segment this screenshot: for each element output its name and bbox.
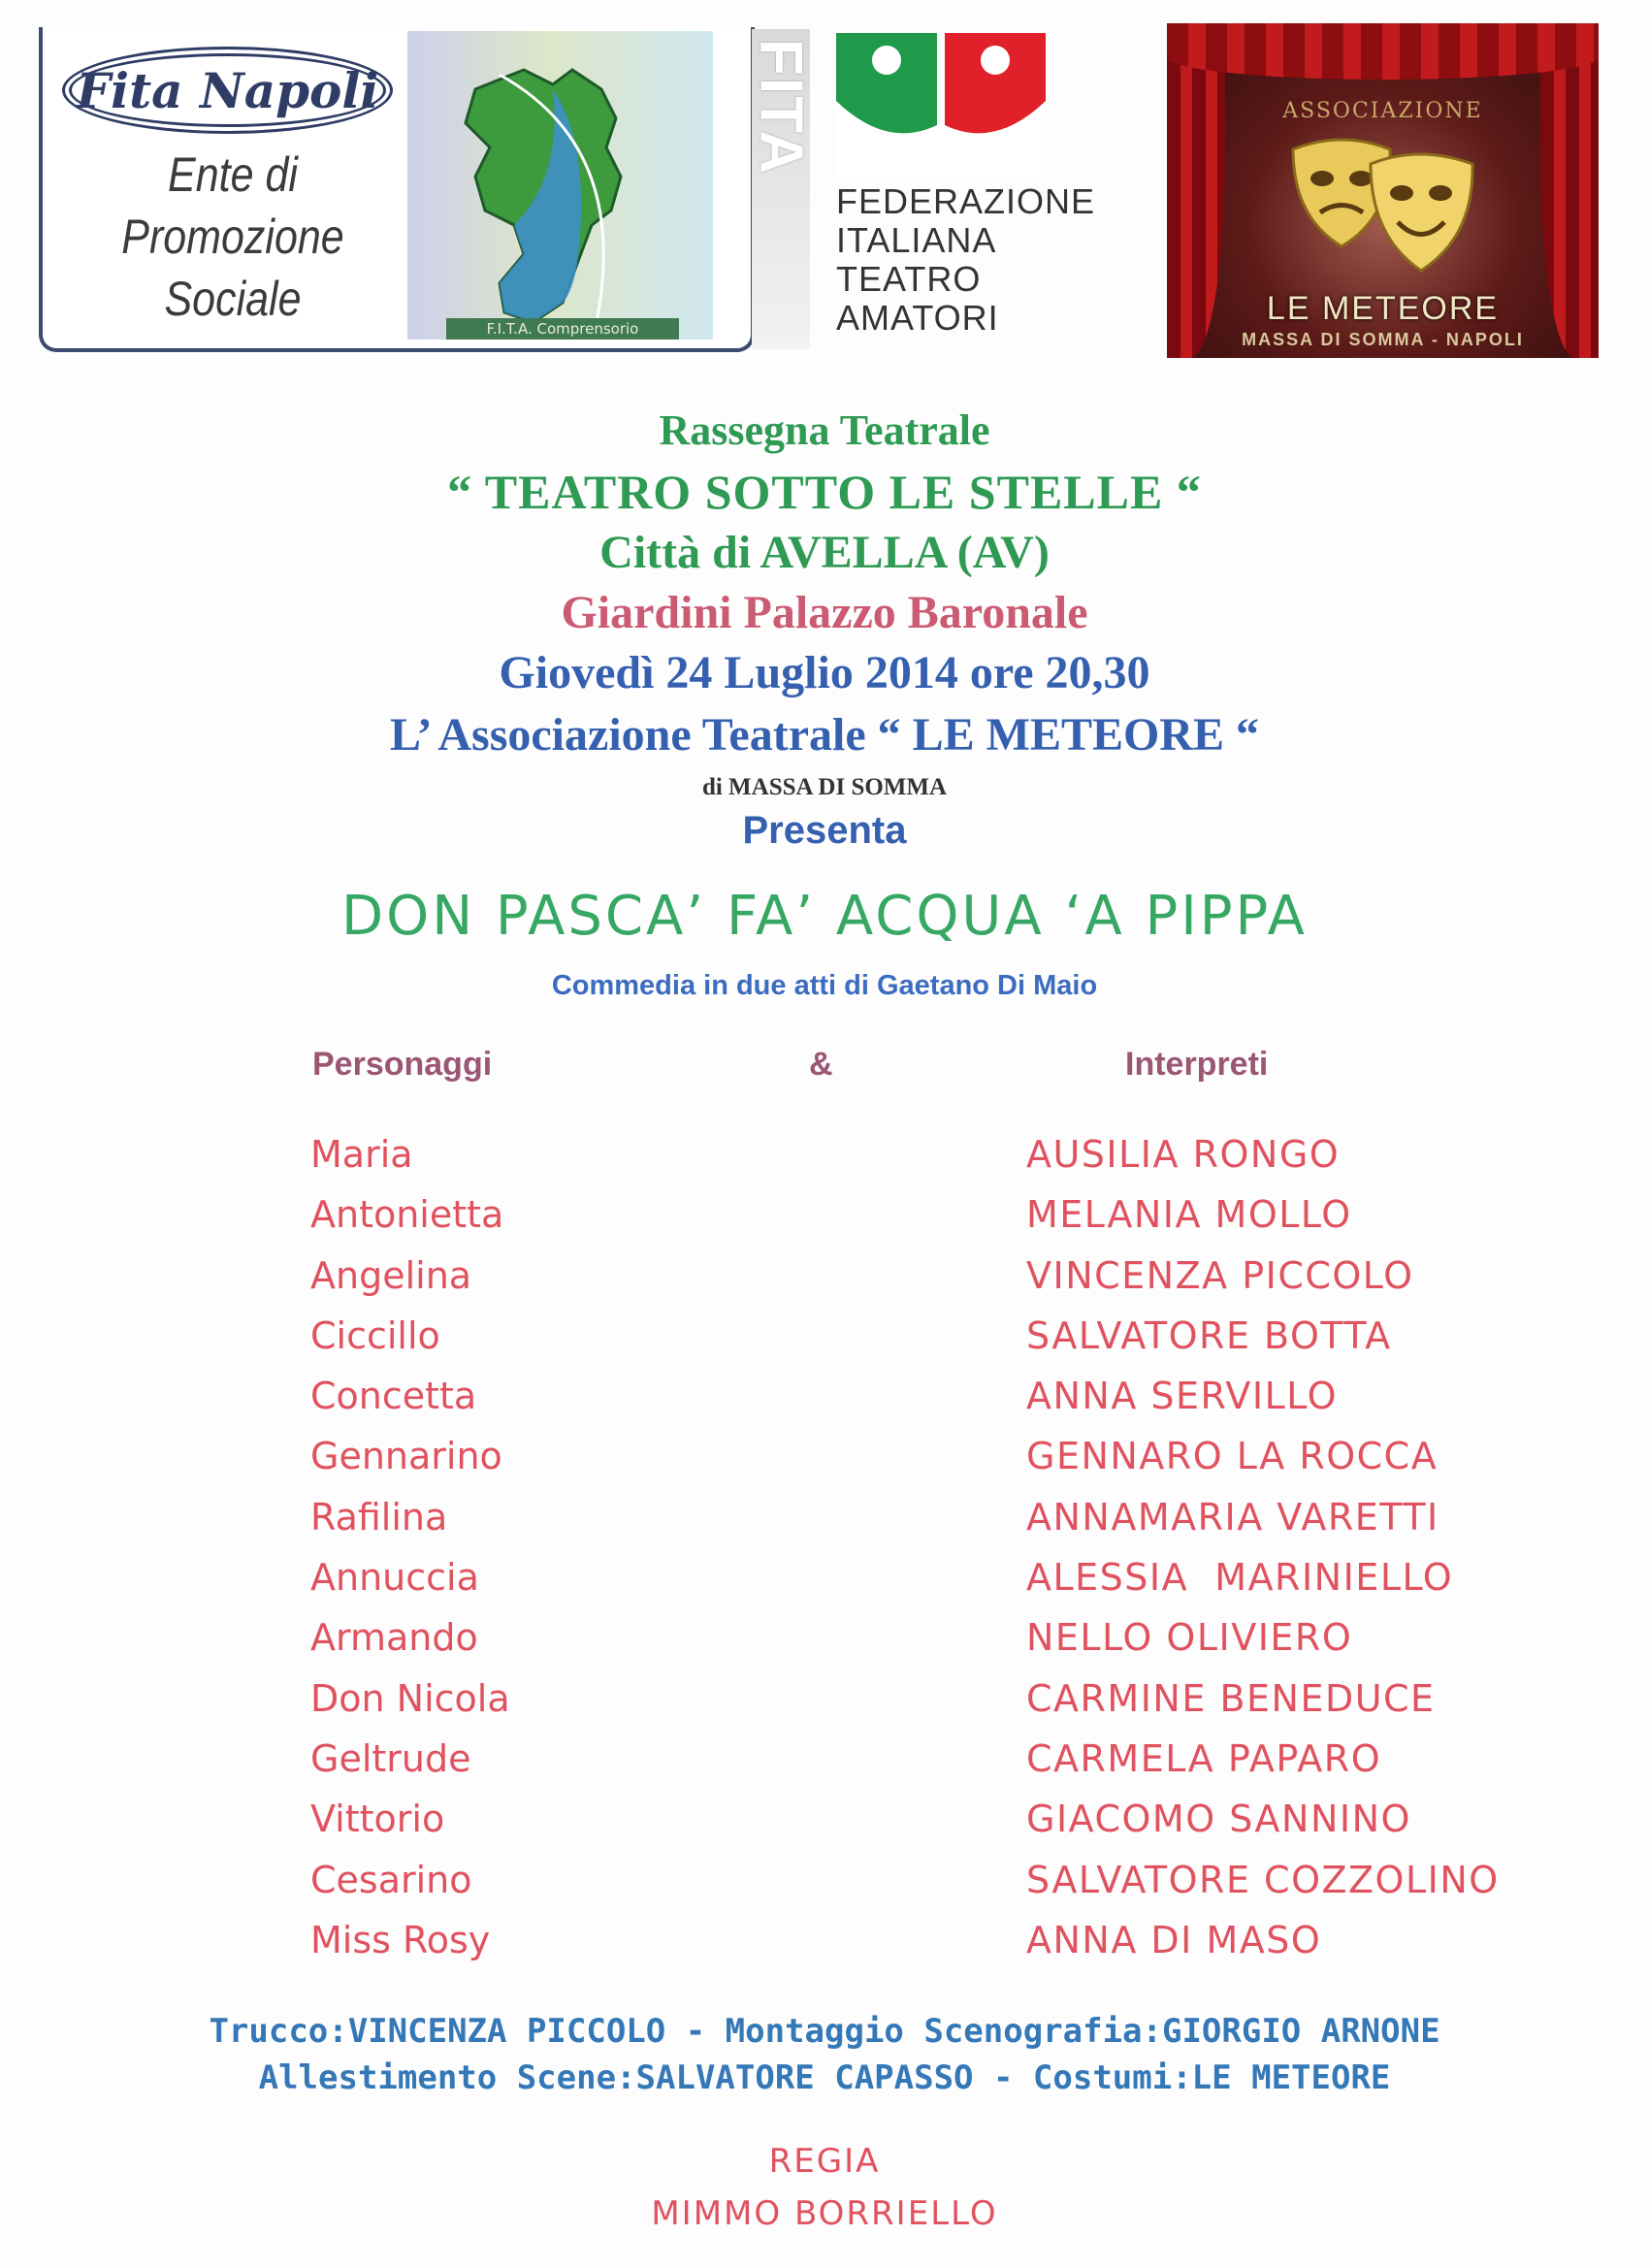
cast-row xyxy=(0,1314,1649,1375)
tagline-line-1: Ente di xyxy=(168,147,298,202)
actor-name: MELANIA MOLLO xyxy=(1026,1193,1352,1237)
character-name: Antonietta xyxy=(310,1193,504,1237)
cast-row xyxy=(0,1798,1649,1858)
character-name: Concetta xyxy=(310,1375,477,1418)
actor-name: GENNARO LA ROCCA xyxy=(1026,1435,1439,1478)
credits-line-2: Allestimento Scene:SALVATORE CAPASSO - Costumi:LE METEORE xyxy=(258,2058,1391,2097)
meteore-name: LE METEORE xyxy=(1266,290,1500,327)
character-name: Angelina xyxy=(310,1253,472,1297)
actor-name: GIACOMO SANNINO xyxy=(1026,1798,1411,1841)
cast-row xyxy=(0,1859,1649,1919)
cast-row xyxy=(0,1556,1649,1616)
character-name: Armando xyxy=(310,1616,478,1660)
company-name: L’ Associazione Teatrale “ LE METEORE “ xyxy=(389,709,1260,761)
credits-line-1: Trucco:VINCENZA PICCOLO - Montaggio Scenografia:GIORGIO ARNONE xyxy=(209,2012,1440,2051)
fita-napoli-tagline xyxy=(82,144,383,330)
tagline-line-2: Promozione xyxy=(121,210,344,264)
region-map-icon xyxy=(407,31,713,340)
ampersand-header: & xyxy=(809,1046,833,1083)
direction-label: REGIA xyxy=(768,2142,881,2181)
play-subtitle: Commedia in due atti di Gaetano Di Maio xyxy=(551,970,1098,1001)
character-name: Cesarino xyxy=(310,1858,472,1901)
map-caption: F.I.T.A. Comprensorio xyxy=(446,318,679,340)
actor-name: CARMINE BENEDUCE xyxy=(1026,1676,1436,1720)
fita-name-line-1: FEDERAZIONE xyxy=(836,181,1096,221)
fita-vertical-text: FITA xyxy=(747,39,815,177)
festival-name: “ TEATRO SOTTO LE STELLE “ xyxy=(447,465,1202,519)
cast-row xyxy=(0,1919,1649,1979)
cast-row xyxy=(0,1496,1649,1556)
actor-name: ANNA DI MASO xyxy=(1026,1918,1322,1961)
fita-name-line-4: AMATORI xyxy=(836,298,999,338)
meteore-top-text: ASSOCIAZIONE xyxy=(1282,99,1483,123)
event-city: Città di AVELLA (AV) xyxy=(599,527,1050,578)
tagline-line-3: Sociale xyxy=(164,272,302,326)
fita-name-line-2: ITALIANA xyxy=(836,220,997,260)
cast-row xyxy=(0,1133,1649,1193)
le-meteore-logo xyxy=(1167,23,1599,358)
play-title: DON PASCA’ FA’ ACQUA ‘A PIPPA xyxy=(341,885,1308,948)
actor-name: SALVATORE BOTTA xyxy=(1026,1313,1392,1357)
cast-row xyxy=(0,1193,1649,1253)
character-name: Geltrude xyxy=(310,1736,471,1780)
cast-row xyxy=(0,1254,1649,1314)
cast-list xyxy=(0,1133,1649,1979)
actor-name: ALESSIA MARINIELLO xyxy=(1026,1556,1454,1600)
characters-header: Personaggi xyxy=(312,1046,493,1083)
campania-map-logo xyxy=(407,31,713,340)
character-name: Ciccillo xyxy=(310,1313,440,1357)
actors-header: Interpreti xyxy=(1125,1046,1269,1083)
company-origin: di MASSA DI SOMMA xyxy=(701,774,948,800)
cast-row xyxy=(0,1435,1649,1495)
character-name: Miss Rosy xyxy=(310,1918,491,1961)
director-name: MIMMO BORRIELLO xyxy=(651,2194,998,2233)
fita-vertical-banner xyxy=(747,29,815,349)
cast-row xyxy=(0,1375,1649,1435)
rassegna-heading: Rassegna Teatrale xyxy=(659,406,990,454)
cast-row xyxy=(0,1737,1649,1798)
character-name: Vittorio xyxy=(310,1798,445,1841)
actor-name: VINCENZA PICCOLO xyxy=(1026,1253,1414,1297)
actor-name: AUSILIA RONGO xyxy=(1026,1133,1341,1176)
event-venue: Giardini Palazzo Baronale xyxy=(561,587,1088,638)
character-name: Don Nicola xyxy=(310,1676,510,1720)
cast-row xyxy=(0,1616,1649,1676)
actor-name: CARMELA PAPARO xyxy=(1026,1736,1382,1780)
fita-emblem-icon xyxy=(836,33,1046,178)
curtain-top xyxy=(1167,23,1599,80)
fita-napoli-logo: Fita Napoli xyxy=(62,47,393,134)
character-name: Annuccia xyxy=(310,1556,479,1600)
actor-name: NELLO OLIVIERO xyxy=(1026,1616,1353,1660)
character-name: Maria xyxy=(310,1133,413,1176)
presents-label: Presenta xyxy=(742,809,907,852)
fita-federazione-name xyxy=(836,182,1095,338)
character-name: Gennarino xyxy=(310,1435,502,1478)
meteore-place: MASSA DI SOMMA - NAPOLI xyxy=(1242,330,1524,349)
cast-row xyxy=(0,1677,1649,1737)
event-datetime: Giovedì 24 Luglio 2014 ore 20,30 xyxy=(499,647,1150,698)
fita-name-line-3: TEATRO xyxy=(836,259,982,299)
actor-name: ANNAMARIA VARETTI xyxy=(1026,1495,1439,1539)
fita-federazione-logo xyxy=(836,33,1046,178)
actor-name: SALVATORE COZZOLINO xyxy=(1026,1858,1500,1901)
character-name: Rafilina xyxy=(310,1495,448,1539)
actor-name: ANNA SERVILLO xyxy=(1026,1375,1338,1418)
theatre-masks-icon xyxy=(1283,130,1482,285)
